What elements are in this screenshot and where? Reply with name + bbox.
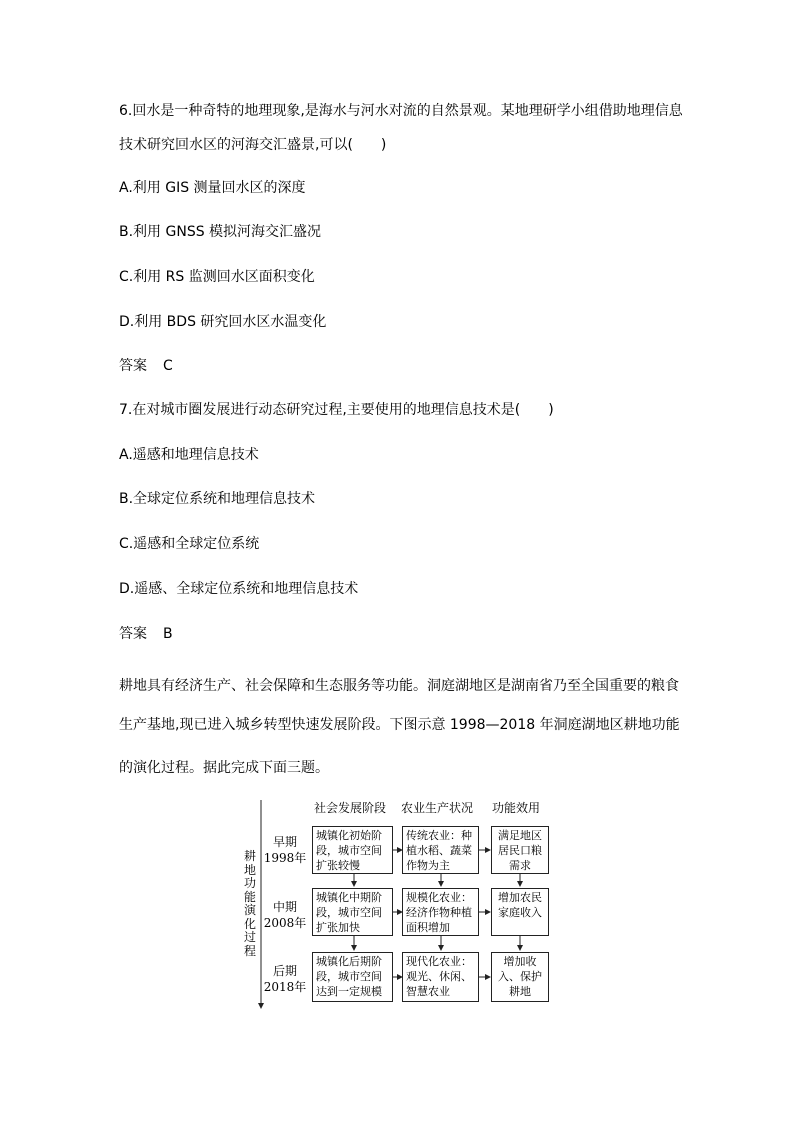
stage-middle: [262, 899, 308, 931]
passage-line-1: 耕地具有经济生产、社会保障和生态服务等功能。洞庭湖地区是湖南省乃至全国重要的粮食: [119, 678, 679, 694]
box-social-late: 城镇化后期阶段，城市空间达到一定规模: [312, 952, 393, 1002]
passage-line-2: 生产基地,现已进入城乡转型快速发展阶段。下图示意 1998—2018 年洞庭湖地区耕地功能: [119, 717, 680, 733]
q6-answer: [119, 356, 173, 376]
answer-value: C: [163, 358, 173, 374]
q7-option-d: D.遥感、全球定位系统和地理信息技术: [119, 581, 359, 597]
stage-early: [262, 834, 308, 866]
stage-year: 2008年: [263, 916, 307, 930]
stage-year: 1998年: [263, 851, 307, 865]
q7-option-c: C.遥感和全球定位系统: [119, 536, 260, 552]
answer-label: 答案: [119, 626, 147, 642]
box-function-early: 满足地区居民口粮需求: [491, 826, 549, 874]
stage-year: 2018年: [263, 980, 307, 994]
q6-stem-line-2: 技术研究回水区的河海交汇盛景,可以( ): [119, 137, 387, 153]
stage-name: 后期: [272, 964, 297, 978]
answer-value: B: [163, 626, 173, 642]
q6-option-b: B.利用 GNSS 模拟河海交汇盛况: [119, 224, 322, 240]
box-social-middle: 城镇化中期阶段，城市空间扩张加快: [312, 888, 393, 936]
diagram-vertical-title: 耕地功能演化过程: [243, 849, 256, 958]
q7-option-a: A.遥感和地理信息技术: [119, 447, 259, 463]
stage-name: 中期: [272, 900, 297, 914]
q6-option-d: D.利用 BDS 研究回水区水温变化: [119, 314, 327, 330]
q7-option-b: B.全球定位系统和地理信息技术: [119, 491, 316, 507]
q6-option-a: A.利用 GIS 测量回水区的深度: [119, 180, 306, 196]
box-agriculture-middle: 规模化农业：经济作物种植面积增加: [402, 888, 479, 936]
cropland-function-diagram: [240, 796, 560, 1014]
box-agriculture-early: 传统农业：种植水稻、蔬菜作物为主: [402, 826, 479, 874]
box-function-late: 增加收入、保护耕地: [491, 952, 549, 1002]
q7-answer: [119, 624, 173, 644]
header-agriculture: 农业生产状况: [401, 801, 474, 815]
box-function-middle: 增加农民家庭收入: [491, 888, 549, 936]
box-social-early: 城镇化初始阶段，城市空间扩张较慢: [312, 826, 393, 874]
answer-label: 答案: [119, 358, 147, 374]
stage-late: [262, 963, 308, 995]
stage-name: 早期: [272, 835, 297, 849]
q7-stem: 7.在对城市圈发展进行动态研究过程,主要使用的地理信息技术是( ): [119, 402, 554, 418]
q6-stem-line-1: 6.回水是一种奇特的地理现象,是海水与河水对流的自然景观。某地理研学小组借助地理信息: [119, 103, 683, 119]
header-social-stage: 社会发展阶段: [314, 801, 387, 815]
box-agriculture-late: 现代化农业：观光、休闲、智慧农业: [402, 952, 479, 1002]
q6-option-c: C.利用 RS 监测回水区面积变化: [119, 269, 315, 285]
header-function: 功能效用: [492, 801, 541, 815]
passage-line-3: 的演化过程。据此完成下面三题。: [119, 760, 329, 776]
